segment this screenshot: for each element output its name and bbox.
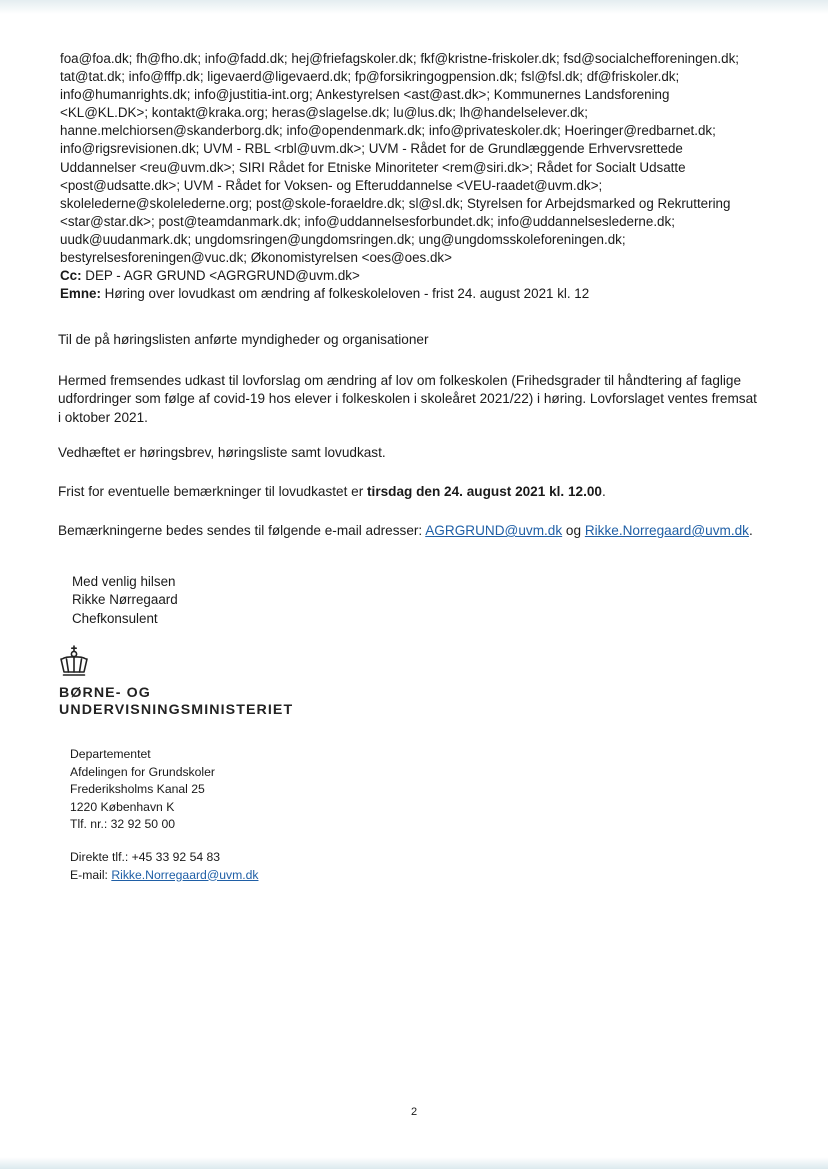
scan-edge-top [0,0,828,14]
contact-email-label: E-mail: [70,867,112,882]
contact-block [70,849,258,884]
paragraph-line: i oktober 2021. [58,409,148,425]
contact-email-line [70,867,258,885]
deadline-prefix: Frist for eventuelle bemærkninger til lovudkastet er [58,484,368,499]
deadline-date: tirsdag den 24. august 2021 kl. 12.00 [367,484,602,499]
subject-value: Høring over lovudkast om ændring af folkeskoleloven - frist 24. august 2021 kl. 12 [100,286,590,302]
address-department: Departementet [70,747,151,761]
contact-email-link[interactable]: Rikke.Norregaard@uvm.dk [111,867,259,882]
reply-email-link-agrgrund[interactable]: AGRGRUND@uvm.dk [425,523,563,538]
paragraph-attachments [58,444,793,462]
cc-label: Cc: [60,268,82,284]
reply-suffix: . [748,523,753,538]
deadline-line [58,483,793,501]
reply-email-link-rikke[interactable]: Rikke.Norregaard@uvm.dk [584,523,749,538]
recipient-line: uudk@uudanmark.dk; ungdomsringen@ungdomsringen.dk; ung@ungdomsskoleforeningen.dk; [60,231,626,247]
signature-greeting: Med venlig hilsen [72,574,176,589]
signature-name: Rikke Nørregaard [72,592,178,608]
recipient-line: info@humanrights.dk; info@justitia-int.org; Ankestyrelsen <ast@ast.dk>; Kommunernes Landsforening [60,87,670,103]
reply-prefix: Bemærkningerne bedes sendes til følgende e-mail adresser: [58,523,426,538]
recipient-line: foa@foa.dk; fh@fho.dk; info@fadd.dk; hej@friefagskoler.dk; fkf@kristne-friskoler.dk; fsd@socialchefforeningen.dk; [60,51,740,66]
paragraph-line: udfordringer som følge af covid-19 hos elever i folkeskolen i skoleåret 2021/22) i høring. Lovforslaget ventes fremsat [58,391,757,407]
signature-block [72,573,178,628]
recipient-line: bestyrelsesforeningen@vuc.dk; Økonomistyrelsen <oes@oes.dk> [60,250,452,266]
address-division: Afdelingen for Grundskoler [70,764,215,779]
crown-icon [57,645,91,677]
ministry-line-2: UNDERVISNINGSMINISTERIET [59,702,294,718]
deadline-suffix: . [602,484,606,499]
recipient-line: tat@tat.dk; info@fffp.dk; ligevaerd@ligevaerd.dk; fp@forsikringogpension.dk; fsl@fsl.dk; df@friskoler.dk; [60,69,680,85]
recipient-line: hanne.melchiorsen@skanderborg.dk; info@opendenmark.dk; info@privateskoler.dk; Hoeringer@redbarnet.dk; [60,123,716,139]
address-block [70,746,215,834]
paragraph-reply [58,522,793,540]
salutation [58,331,793,349]
paragraph-deadline [58,483,793,501]
ministry-name [59,685,293,719]
paragraph-intro [58,372,793,427]
recipient-line: <KL@KL.DK>; kontakt@kraka.org; heras@slagelse.dk; lu@lus.dk; lh@handelselever.dk; [60,105,588,121]
salutation-text: Til de på høringslisten anførte myndigheder og organisationer [58,332,429,347]
recipient-line: Uddannelser <reu@uvm.dk>; SIRI Rådet for Etniske Minoriteter <rem@siri.dk>; Rådet for Socialt Udsatte [60,159,686,175]
subject-line [60,285,795,303]
page-number: 2 [410,1106,418,1118]
contact-direct-phone: Direkte tlf.: +45 33 92 54 83 [70,850,221,864]
reply-line [58,522,793,540]
reply-join: og [562,523,585,538]
signature-title: Chefkonsulent [72,610,158,626]
recipient-line: <post@udsatte.dk>; UVM - Rådet for Voksen- og Efteruddannelse <VEU-raadet@uvm.dk>; [60,177,603,193]
subject-label: Emne: [60,286,101,302]
recipient-list [60,50,795,303]
cc-line [60,267,795,285]
attachments-text: Vedhæftet er høringsbrev, høringsliste samt lovudkast. [58,445,386,460]
recipient-line: skolelederne@skolelederne.org; post@skole-foraeldre.dk; sl@sl.dk; Styrelsen for Arbejdsmarked og Rekruttering [60,195,731,211]
paragraph-line: Hermed fremsendes udkast til lovforslag om ændring af lov om folkeskolen (Frihedsgrader til håndtering af faglige [58,373,742,388]
ministry-line-1: BØRNE- OG [59,685,151,701]
address-street: Frederiksholms Kanal 25 [70,782,205,797]
recipient-line: <star@star.dk>; post@teamdanmark.dk; info@uddannelsesforbundet.dk; info@uddannelseslederne.dk; [60,213,675,229]
cc-value: DEP - AGR GRUND <AGRGRUND@uvm.dk> [81,268,360,284]
scan-edge-bottom [0,1157,828,1169]
recipient-line: info@rigsrevisionen.dk; UVM - RBL <rbl@uvm.dk>; UVM - Rådet for de Grundlæggende Erhvervsrettede [60,141,683,157]
address-phone: Tlf. nr.: 32 92 50 00 [70,817,176,832]
address-city: 1220 København K [70,799,175,814]
